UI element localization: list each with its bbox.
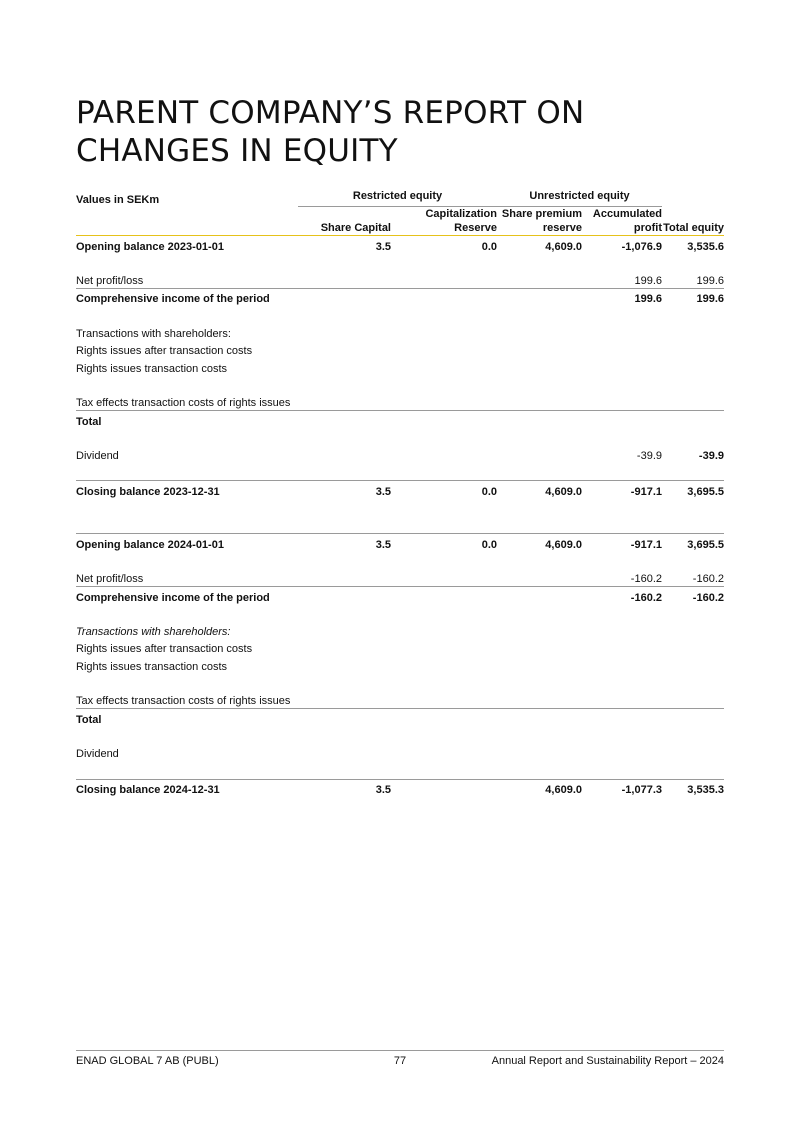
spacer-cell [391,727,497,744]
value-cell [298,358,391,375]
value-cell: 3,535.6 [687,240,724,253]
spacer-cell [298,674,391,691]
spacer-row [76,727,724,744]
row-label: Rights issues after transaction costs [76,643,253,656]
row-label: Tax effects transaction costs of rights issues [76,695,291,708]
table-row [76,358,724,375]
value-cell [298,744,391,761]
page-footer [76,1050,724,1067]
spacer-cell [582,376,662,393]
empty-header-cell [76,207,298,236]
row-label: Opening balance 2023-01-01 [76,240,224,253]
footer-page-number: 77 [393,1055,407,1067]
spacer-cell [76,605,298,622]
spacer-cell [76,761,298,779]
value-cell [497,393,582,411]
spacer-cell [497,552,582,569]
spacer-cell [582,429,662,446]
value-cell [662,324,724,341]
value-cell [662,358,724,375]
spacer-cell [582,552,662,569]
value-cell [582,622,662,639]
value-cell [497,324,582,341]
value-cell: -39.9 [698,450,724,463]
value-cell: 0.0 [481,240,497,253]
value-cell [662,709,724,727]
value-cell [497,341,582,358]
spacer-cell [298,552,391,569]
value-cell [391,709,497,727]
spacer-cell [298,727,391,744]
spacer-cell [391,376,497,393]
value-cell: 3,695.5 [662,481,724,499]
value-cell [298,289,391,307]
row-label: Net profit/loss [76,275,144,288]
spacer-cell [497,463,582,481]
value-cell [497,271,582,289]
table-row [76,744,724,761]
value-cell [497,656,582,673]
spacer-cell [298,306,391,323]
spacer-cell [662,254,724,271]
value-cell: -917.1 [582,481,662,499]
row-label: Total [76,411,298,429]
spacer-cell [662,761,724,779]
table-row [76,779,724,797]
spacer-cell [391,306,497,323]
value-cell: -1,076.9 [621,240,662,253]
value-cell [662,622,724,639]
spacer-cell [391,674,497,691]
value-cell [298,569,391,587]
value-cell [582,324,662,341]
spacer-cell [76,306,298,323]
spacer-cell [391,605,497,622]
value-cell [391,587,497,605]
value-cell: -39.9 [636,450,662,463]
value-cell [298,324,391,341]
value-cell: 3.5 [375,240,391,253]
row-label: Transactions with shareholders: [76,328,231,341]
spacer-cell [391,254,497,271]
value-cell: 0.0 [391,481,497,499]
spacer-cell [497,376,582,393]
value-cell [497,709,582,727]
table-row [76,393,724,411]
spacer-cell [76,674,298,691]
table-row [76,639,724,656]
table-row [76,569,724,587]
value-cell [497,691,582,709]
spacer-cell [497,499,582,516]
value-cell [662,411,724,429]
spacer-cell [298,499,391,516]
value-cell [582,691,662,709]
spacer-cell [391,761,497,779]
spacer-cell [391,499,497,516]
row-label: Dividend [76,450,119,463]
value-cell [662,639,724,656]
value-cell [391,358,497,375]
value-cell [662,656,724,673]
value-cell [662,341,724,358]
spacer-cell [497,254,582,271]
value-cell [662,691,724,709]
value-cell: 0.0 [391,534,497,552]
value-cell [582,411,662,429]
value-cell [497,411,582,429]
column-header-row [76,207,724,236]
value-cell [298,709,391,727]
value-cell [298,446,391,463]
row-label: Rights issues after transaction costs [76,345,253,358]
value-cell: 3,695.5 [662,534,724,552]
value-cell [662,393,724,411]
table-row [76,691,724,709]
spacer-cell [76,516,298,534]
spacer-cell [497,727,582,744]
value-cell: 3.5 [298,481,391,499]
equity-table [76,186,724,797]
value-cell [497,358,582,375]
row-label: Transactions with shareholders: [76,626,231,639]
spacer-row [76,552,724,569]
value-cell [497,446,582,463]
value-cell [497,587,582,605]
value-cell: -160.2 [692,573,724,586]
spacer-cell [391,516,497,534]
spacer-row [76,306,724,323]
value-cell [582,709,662,727]
spacer-cell [391,463,497,481]
value-cell: 199.6 [634,275,662,288]
spacer-cell [662,552,724,569]
row-label: Total [76,709,298,727]
row-label: Dividend [76,748,119,761]
spacer-cell [662,499,724,516]
value-cell [391,656,497,673]
spacer-cell [662,306,724,323]
table-row [76,622,724,639]
value-cell [391,393,497,411]
spacer-row [76,254,724,271]
spacer-row [76,429,724,446]
table-row [76,236,724,254]
value-cell: 4,609.0 [497,534,582,552]
spacer-cell [298,516,391,534]
row-label: Rights issues transaction costs [76,660,228,673]
spacer-row [76,674,724,691]
spacer-row [76,761,724,779]
table-row [76,271,724,289]
footer-company: ENAD GLOBAL 7 AB (PUBL) [76,1055,219,1067]
spacer-cell [582,761,662,779]
spacer-row [76,463,724,481]
value-cell [391,569,497,587]
row-label: Comprehensive income of the period [76,587,298,605]
value-cell [391,622,497,639]
spacer-cell [76,463,298,481]
spacer-cell [662,516,724,534]
spacer-row [76,605,724,622]
table-row [76,324,724,341]
value-cell: 3,535.3 [662,779,724,797]
spacer-cell [298,463,391,481]
spacer-cell [391,429,497,446]
row-label: Net profit/loss [76,573,144,586]
page-title: PARENT COMPANY’S REPORT ON CHANGES IN EQUITY [76,95,585,169]
value-cell [298,341,391,358]
spacer-cell [298,761,391,779]
table-row [76,656,724,673]
value-cell [298,656,391,673]
value-cell [391,289,497,307]
value-cell: -160.2 [662,587,724,605]
value-cell [497,569,582,587]
spacer-cell [582,516,662,534]
value-cell [391,639,497,656]
spacer-cell [497,429,582,446]
value-cell [391,446,497,463]
row-label: Opening balance 2024-01-01 [76,534,298,552]
value-cell: 4,609.0 [497,779,582,797]
spacer-cell [76,254,298,271]
spacer-cell [497,674,582,691]
value-cell: -917.1 [582,534,662,552]
value-cell [582,341,662,358]
value-cell [582,656,662,673]
footer-report-title: Annual Report and Sustainability Report – 2024 [491,1055,724,1067]
group-header-row [76,186,724,207]
value-cell: -160.2 [582,587,662,605]
value-cell [391,744,497,761]
restricted-equity-group: Restricted equity [298,186,497,207]
row-label: Rights issues transaction costs [76,362,228,375]
value-cell: 4,609.0 [545,240,582,253]
spacer-row [76,376,724,393]
row-label: Tax effects transaction costs of rights issues [76,397,291,410]
col-header-total-equity: Total equity [662,207,724,236]
spacer-cell [582,727,662,744]
table-row [76,481,724,499]
value-cell [298,691,391,709]
spacer-cell [662,429,724,446]
value-cell: 199.6 [696,275,724,288]
value-cell [391,779,497,797]
col-header-share-premium-reserve: Share premium reserve [497,207,582,236]
spacer-cell [76,376,298,393]
table-row [76,534,724,552]
spacer-cell [298,605,391,622]
value-cell [298,411,391,429]
value-cell [497,744,582,761]
empty-header-cell [662,186,724,207]
spacer-cell [497,605,582,622]
table-row [76,289,724,307]
value-cell: 199.6 [662,289,724,307]
value-cell [497,622,582,639]
value-cell [497,639,582,656]
spacer-cell [582,306,662,323]
row-label: Closing balance 2023-12-31 [76,481,298,499]
spacer-cell [582,674,662,691]
row-label: Comprehensive income of the period [76,289,298,307]
spacer-cell [662,376,724,393]
spacer-cell [582,499,662,516]
spacer-cell [76,552,298,569]
value-cell [391,341,497,358]
row-label: Closing balance 2024-12-31 [76,779,298,797]
value-cell: 199.6 [582,289,662,307]
value-cell: 3.5 [298,534,391,552]
value-cell [298,393,391,411]
spacer-cell [662,605,724,622]
col-header-capitalization-reserve: Capitalization Reserve [391,207,497,236]
table-row [76,341,724,358]
value-cell [391,411,497,429]
value-cell: -160.2 [630,573,662,586]
table-row [76,411,724,429]
value-cell [582,639,662,656]
table-row [76,709,724,727]
spacer-cell [582,463,662,481]
spacer-cell [298,429,391,446]
spacer-cell [298,254,391,271]
col-header-accumulated-profit: Accumulated profit [582,207,662,236]
value-cell [298,622,391,639]
unrestricted-equity-group: Unrestricted equity [497,186,662,207]
table-row [76,446,724,463]
value-cell [582,744,662,761]
spacer-row [76,516,724,534]
value-cell: 4,609.0 [497,481,582,499]
value-cell [298,587,391,605]
value-cell [391,271,497,289]
value-cell [582,393,662,411]
spacer-cell [497,516,582,534]
value-cell [298,271,391,289]
value-cell: 3.5 [298,779,391,797]
spacer-cell [391,552,497,569]
value-cell [662,744,724,761]
spacer-cell [497,306,582,323]
spacer-cell [662,463,724,481]
spacer-cell [76,727,298,744]
spacer-cell [298,376,391,393]
value-cell [391,324,497,341]
spacer-cell [582,605,662,622]
table-row [76,587,724,605]
value-cell: -1,077.3 [582,779,662,797]
spacer-cell [497,761,582,779]
spacer-row [76,499,724,516]
spacer-cell [76,429,298,446]
spacer-cell [582,254,662,271]
values-label: Values in SEKm [76,193,160,206]
value-cell [391,691,497,709]
spacer-cell [662,727,724,744]
value-cell [298,639,391,656]
spacer-cell [76,499,298,516]
spacer-cell [662,674,724,691]
value-cell [582,358,662,375]
col-header-share-capital: Share Capital [298,207,391,236]
value-cell [497,289,582,307]
